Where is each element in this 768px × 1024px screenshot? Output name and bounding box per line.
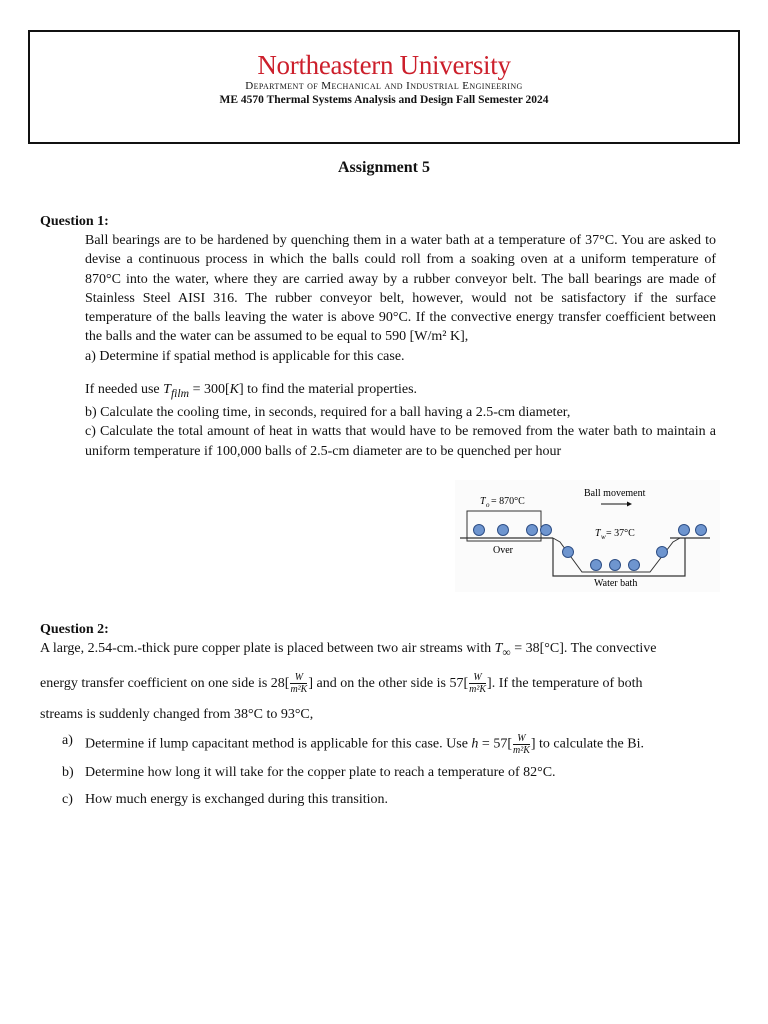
frac-num: W [290, 672, 307, 684]
frac-num: W [469, 672, 486, 684]
film-post: ] to find the material properties. [238, 382, 418, 398]
film-T: T [163, 382, 171, 398]
water-temp-T: T [595, 528, 601, 539]
frac-den: m²K [469, 684, 487, 696]
question-1-heading: Question 1: [40, 214, 109, 229]
frac-den: m²K [512, 745, 530, 756]
question-2-part-b-label: b) [62, 765, 74, 780]
university-name: Northeastern University [257, 50, 511, 80]
course-title: ME 4570 Thermal Systems Analysis and Design Fall Semester 2024 [219, 94, 549, 106]
q2-line1-post: = 38[°C]. The convective [510, 641, 657, 656]
q2-a-h: h [471, 736, 479, 752]
film-pre: If needed use [85, 382, 164, 398]
oven-temp-label: = 870°C [491, 496, 525, 507]
question-2-heading: Question 2: [40, 622, 109, 637]
oven-temp-T: T [480, 496, 486, 507]
q2-a-post: ] to calculate the Bi. [530, 736, 644, 752]
ball [629, 560, 640, 571]
q2-line2-post: ]. If the temperature of both [487, 675, 643, 691]
question-2-part-c: How much energy is exchanged during this transition. [85, 792, 389, 807]
question-1-text: Ball bearings are to be hardened by quenching them in a water bath at a temperature of 37°C. You are asked to devise a continuous process in which the balls could roll from a soaking oven at a uniform temperature of 870°C into the water, where they are carried away by a rubber conveyor belt. The ball bearings are made of Stainless Steel AISI 316. The rubber conveyor belt, however, would not be satisfactory if the surface temperature of the balls leaving the water is above 90°C. If the convective energy transfer coefficient between the balls and the water can be assumed to be equal to 590 [W/m² K], [85, 233, 716, 345]
question-2-part-b: Determine how long it will take for the copper plate to reach a temperature of 82°C. [85, 765, 556, 780]
film-eq: = 300[ [189, 382, 230, 398]
ball [679, 525, 690, 536]
q2-a-eq: = 57[ [478, 736, 512, 752]
q2-line1-pre: A large, 2.54-cm.-thick pure copper plate is placed between two air streams with [40, 641, 495, 656]
question-1-body [85, 231, 716, 461]
question-1-part-c: c) Calculate the total amount of heat in watts that would have to be removed from the water bath to maintain a uniform temperature if 100,000 balls of 2.5-cm diameter are to be quenched per hour [85, 424, 716, 459]
unit-fraction-2 [469, 672, 486, 695]
water-temp-label: = 37°C [606, 528, 635, 539]
oven-temp-sub: o [486, 501, 490, 509]
ball [657, 547, 668, 558]
assignment-title: Assignment 5 [337, 159, 430, 176]
question-2-part-c-label: c) [62, 792, 73, 807]
ball [563, 547, 574, 558]
t-inf-sub: ∞ [502, 645, 511, 659]
oven-label: Over [493, 545, 513, 556]
ball-movement-label: Ball movement [584, 488, 646, 499]
ball [591, 560, 602, 571]
film-K: K [229, 382, 239, 398]
frac-den: m²K [290, 684, 308, 696]
quench-process-figure [455, 480, 720, 592]
water-temp-sub: w [601, 533, 606, 541]
question-1-part-a: a) Determine if spatial method is applicable for this case. [85, 348, 405, 364]
q2-line2-mid: ] and on the other side is 57[ [308, 675, 469, 691]
water-bath-label: Water bath [594, 578, 638, 589]
question-2-body [40, 633, 716, 730]
t-inf-T: T [494, 641, 503, 656]
ball [527, 525, 538, 536]
ball [696, 525, 707, 536]
frac-num: W [513, 733, 530, 745]
ball [498, 525, 509, 536]
ball [541, 525, 552, 536]
question-2-line-1 [40, 633, 716, 668]
question-2-line-3: streams is suddenly changed from 38°C to 93°C, [40, 706, 314, 722]
q2-a-pre: Determine if lump capacitant method is applicable for this case. Use [85, 736, 472, 752]
department-name: Department of Mechanical and Industrial Engineering [245, 80, 523, 92]
ball [474, 525, 485, 536]
question-2-line-2 [40, 668, 716, 699]
question-2-part-a-label: a) [62, 733, 73, 748]
header-box [28, 30, 740, 144]
unit-fraction-3 [513, 733, 530, 756]
film-sub: film [170, 386, 190, 400]
question-1-part-b: b) Calculate the cooling time, in seconds, required for a ball having a 2.5-cm diameter, [85, 405, 571, 421]
question-1-film-note [85, 380, 716, 403]
q2-line2-pre: energy transfer coefficient on one side is 28[ [40, 675, 290, 691]
unit-fraction-1 [290, 672, 307, 695]
question-2-part-a [85, 733, 725, 756]
ball [610, 560, 621, 571]
